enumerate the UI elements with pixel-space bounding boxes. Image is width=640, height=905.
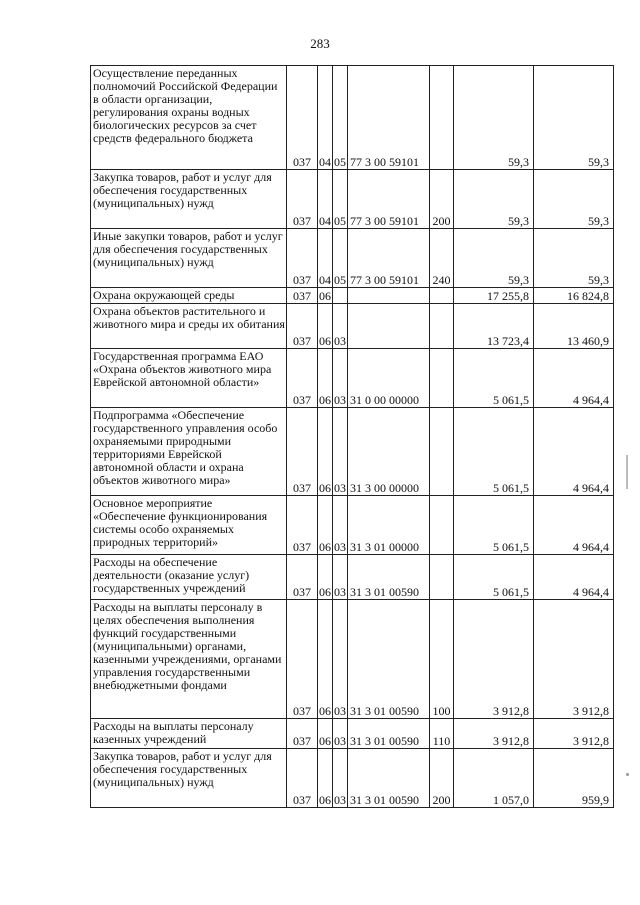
table-row	[91, 170, 614, 229]
expense-type-code	[430, 349, 454, 408]
scan-edge-mark	[626, 455, 628, 489]
budget-table	[90, 65, 614, 808]
table-row	[91, 555, 614, 600]
target-article-code: 31 0 00 00000	[348, 349, 430, 408]
row-name: Закупка товаров, работ и услуг для обеспечения государственных (муниципальных) нужд	[91, 749, 287, 808]
section-code: 04	[318, 66, 333, 170]
section-code: 04	[318, 229, 333, 288]
table-row	[91, 719, 614, 749]
expense-type-code: 100	[430, 600, 454, 719]
target-article-code: 77 3 00 59101	[348, 229, 430, 288]
sum-year-2: 59,3	[534, 66, 614, 170]
row-name: Расходы на выплаты персоналу казенных учреждений	[91, 719, 287, 749]
ministry-code: 037	[287, 496, 318, 555]
ministry-code: 037	[287, 600, 318, 719]
sum-year-2: 4 964,4	[534, 555, 614, 600]
row-name: Подпрограмма «Обеспечение государственного управления особо охраняемыми природными территориями Еврейской автономной области и охрана объектов животного мира»	[91, 408, 287, 496]
sum-year-1: 59,3	[454, 170, 534, 229]
ministry-code: 037	[287, 719, 318, 749]
subsection-code: 03	[333, 349, 348, 408]
sum-year-1: 5 061,5	[454, 349, 534, 408]
sum-year-2: 59,3	[534, 229, 614, 288]
row-name: Охрана окружающей среды	[91, 288, 287, 304]
target-article-code	[348, 288, 430, 304]
sum-year-2: 13 460,9	[534, 304, 614, 349]
sum-year-2: 959,9	[534, 749, 614, 808]
section-code: 06	[318, 349, 333, 408]
table-row	[91, 349, 614, 408]
target-article-code: 31 3 01 00590	[348, 600, 430, 719]
page-number: 283	[310, 36, 330, 51]
section-code: 06	[318, 555, 333, 600]
expense-type-code: 110	[430, 719, 454, 749]
expense-type-code	[430, 288, 454, 304]
target-article-code	[348, 304, 430, 349]
subsection-code: 03	[333, 496, 348, 555]
sum-year-2: 4 964,4	[534, 408, 614, 496]
section-code: 06	[318, 496, 333, 555]
row-name: Расходы на обеспечение деятельности (оказание услуг) государственных учреждений	[91, 555, 287, 600]
subsection-code: 05	[333, 66, 348, 170]
subsection-code: 05	[333, 170, 348, 229]
row-name: Охрана объектов растительного и животного мира и среды их обитания	[91, 304, 287, 349]
sum-year-1: 3 912,8	[454, 719, 534, 749]
section-code: 06	[318, 719, 333, 749]
ministry-code: 037	[287, 304, 318, 349]
table-row	[91, 749, 614, 808]
subsection-code: 03	[333, 555, 348, 600]
sum-year-2: 16 824,8	[534, 288, 614, 304]
subsection-code: 03	[333, 749, 348, 808]
ministry-code: 037	[287, 749, 318, 808]
subsection-code: 03	[333, 408, 348, 496]
row-name: Закупка товаров, работ и услуг для обеспечения государственных (муниципальных) нужд	[91, 170, 287, 229]
sum-year-2: 3 912,8	[534, 719, 614, 749]
section-code: 06	[318, 408, 333, 496]
section-code: 06	[319, 289, 331, 303]
subsection-code: 03	[333, 304, 348, 349]
section-code: 06	[318, 304, 333, 349]
subsection-code	[333, 288, 348, 304]
section-code: 04	[318, 170, 333, 229]
sum-year-1: 5 061,5	[454, 555, 534, 600]
row-name: Осуществление переданных полномочий Российской Федерации в области организации, регулирования охраны водных биологических ресурсов за счет средств федерального бюджета	[91, 66, 287, 170]
row-name: Расходы на выплаты персоналу в целях обеспечения выполнения функций государственными (муниципальными) органами, казенными учреждениями, органами управления государственными внебюджетными фондами	[91, 600, 287, 719]
sum-year-1: 59,3	[454, 229, 534, 288]
ministry-code: 037	[287, 349, 318, 408]
table-row	[91, 66, 614, 170]
sum-year-1: 3 912,8	[454, 600, 534, 719]
expense-type-code	[430, 304, 454, 349]
ministry-code: 037	[287, 288, 318, 304]
expense-type-code	[430, 66, 454, 170]
section-code: 06	[318, 749, 333, 808]
target-article-code: 31 3 01 00590	[348, 555, 430, 600]
row-name: Государственная программа ЕАО «Охрана объектов животного мира Еврейской автономной области»	[91, 349, 287, 408]
subsection-code: 03	[333, 600, 348, 719]
row-name: Иные закупки товаров, работ и услуг для обеспечения государственных (муниципальных) нужд	[91, 229, 287, 288]
sum-year-2: 4 964,4	[534, 496, 614, 555]
subsection-code: 03	[333, 719, 348, 749]
table-row	[91, 600, 614, 719]
sum-year-1: 5 061,5	[454, 408, 534, 496]
table-row	[91, 304, 614, 349]
ministry-code: 037	[287, 555, 318, 600]
expense-type-code	[430, 555, 454, 600]
expense-type-code	[430, 496, 454, 555]
ministry-code: 037	[287, 229, 318, 288]
subsection-code: 05	[333, 229, 348, 288]
target-article-code: 77 3 00 59101	[348, 66, 430, 170]
sum-year-2: 59,3	[534, 170, 614, 229]
table-row	[91, 496, 614, 555]
target-article-code: 31 3 00 00000	[348, 408, 430, 496]
target-article-code: 31 3 01 00590	[348, 749, 430, 808]
table-row	[91, 408, 614, 496]
sum-year-1: 13 723,4	[454, 304, 534, 349]
sum-year-2: 4 964,4	[534, 349, 614, 408]
sum-year-1: 5 061,5	[454, 496, 534, 555]
sum-year-1: 17 255,8	[454, 288, 534, 304]
target-article-code: 31 3 01 00000	[348, 496, 430, 555]
sum-year-2: 3 912,8	[534, 600, 614, 719]
ministry-code: 037	[287, 408, 318, 496]
row-name: Основное мероприятие «Обеспечение функционирования системы особо охраняемых природных территорий»	[91, 496, 287, 555]
scan-speck	[626, 773, 629, 776]
expense-type-code: 240	[430, 229, 454, 288]
ministry-code: 037	[287, 170, 318, 229]
table-row	[91, 288, 614, 304]
expense-type-code: 200	[430, 170, 454, 229]
table-body	[91, 66, 614, 808]
target-article-code: 77 3 00 59101	[348, 170, 430, 229]
section-code: 06	[318, 600, 333, 719]
table-row	[91, 229, 614, 288]
sum-year-1: 59,3	[454, 66, 534, 170]
expense-type-code	[430, 408, 454, 496]
target-article-code: 31 3 01 00590	[348, 719, 430, 749]
ministry-code: 037	[287, 66, 318, 170]
expense-type-code: 200	[430, 749, 454, 808]
sum-year-1: 1 057,0	[454, 749, 534, 808]
